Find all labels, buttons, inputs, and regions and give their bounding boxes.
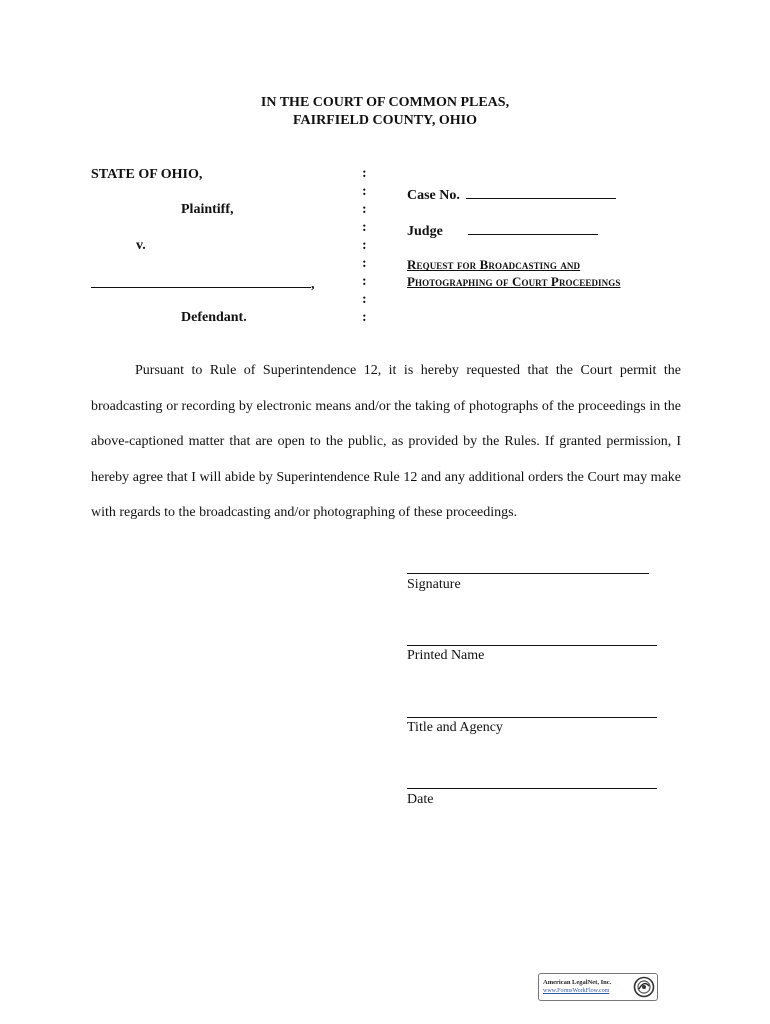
publisher-link[interactable]: www.FormsWorkFlow.com: [543, 988, 610, 994]
court-heading: [0, 94, 770, 130]
plaintiff-label: Plaintiff,: [181, 202, 234, 217]
versus-label: v.: [136, 238, 146, 253]
judge-field[interactable]: [407, 220, 598, 241]
caption-colon: :: [362, 166, 367, 181]
caption-colon: :: [362, 274, 367, 289]
caption-colon: :: [362, 310, 367, 325]
defendant-name-blank[interactable]: [91, 273, 311, 288]
case-number-label: Case No.: [407, 188, 460, 203]
publisher-badge: [538, 973, 658, 1001]
court-county: FAIRFIELD COUNTY, OHIO: [293, 113, 477, 128]
request-body: [91, 353, 681, 531]
defendant-label: Defendant.: [181, 310, 247, 325]
document-title: [407, 256, 620, 290]
printed-name-label: Printed Name: [407, 648, 485, 663]
defendant-name-field[interactable]: [91, 273, 315, 294]
defendant-comma: ,: [311, 277, 315, 292]
case-number-field[interactable]: [407, 184, 616, 205]
document-title-line2: Photographing of Court Proceedings: [407, 274, 621, 289]
document-title-line1: Request for Broadcasting and: [407, 257, 581, 272]
caption-colon: :: [362, 238, 367, 253]
title-agency-line[interactable]: [407, 717, 657, 718]
caption-colon: :: [362, 202, 367, 217]
plaintiff-name: STATE OF OHIO,: [91, 167, 203, 182]
publisher-logo-icon: [633, 976, 655, 998]
judge-blank[interactable]: [468, 220, 598, 235]
caption-colon: :: [362, 184, 367, 199]
caption-colon: :: [362, 256, 367, 271]
date-label: Date: [407, 792, 434, 807]
caption-colon: :: [362, 220, 367, 235]
publisher-name: American LegalNet, Inc.: [543, 979, 612, 986]
title-agency-label: Title and Agency: [407, 720, 503, 735]
case-number-blank[interactable]: [466, 184, 616, 199]
signature-label: Signature: [407, 577, 461, 592]
request-paragraph: Pursuant to Rule of Superintendence 12, it is hereby requested that the Court permit the broadcasting or recording by electronic means and/or the taking of photographs of the proceedings in the above-captioned matter that are open to the public, as provided by the Rules. If granted permission, I hereby agree that I will abide by Superintendence Rule 12 and any additional orders the Court may make with regards to the broadcasting and/or photographing of these proceedings.: [91, 363, 681, 520]
printed-name-line[interactable]: [407, 645, 657, 646]
signature-line[interactable]: [407, 573, 649, 574]
judge-label: Judge: [407, 224, 443, 239]
date-line[interactable]: [407, 788, 657, 789]
caption-colon: :: [362, 292, 367, 307]
court-name: IN THE COURT OF COMMON PLEAS,: [260, 95, 510, 110]
